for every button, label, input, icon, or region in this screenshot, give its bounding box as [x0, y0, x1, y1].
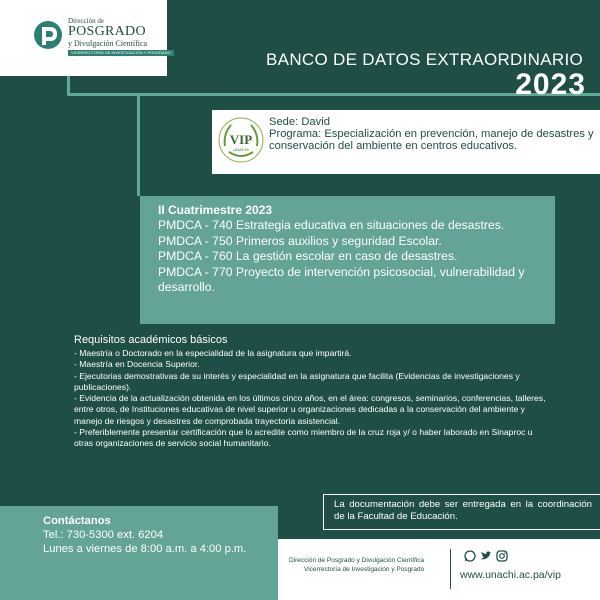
footer-divider — [450, 549, 451, 589]
course-item: PMDCA - 750 Primeros auxilios y seguridad Escolar. — [158, 233, 442, 248]
contact-phone: Tel.: 730-5300 ext. 6204 — [43, 529, 164, 541]
page-title: BANCO DE DATOS EXTRAORDINARIO — [266, 50, 583, 69]
sede-line: Sede: David — [269, 116, 330, 128]
frame-line-vertical-inner — [137, 96, 140, 196]
documentation-box — [323, 494, 600, 530]
contact-hours: Lunes a viernes de 8:00 a.m. a 4:00 p.m. — [43, 543, 247, 555]
requirement-item: - Preferiblemente presentar certificación que lo acredite como miembro de la cruz roja y/ o haber laborado en Sinaproc u otras organizaciones de servicio social humanitario. — [74, 427, 533, 449]
requirements-list — [74, 348, 554, 450]
course-item: PMDCA - 770 Proyecto de intervención psicosocial, vulnerabilidad y desarrollo. — [158, 264, 525, 294]
posgrado-logo — [0, 0, 171, 76]
course-item: PMDCA - 740 Estrategia educativa en situaciones de desastres. — [158, 218, 505, 232]
course-item: PMDCA - 760 La gestión escolar en caso de desastres. — [158, 249, 458, 263]
logo-line2: POSGRADO — [68, 24, 146, 39]
sede-box — [212, 110, 600, 174]
courses-box — [140, 196, 555, 324]
courses-title: II Cuatrimestre 2023 — [158, 203, 273, 217]
vip-logo-sub: UNACHI — [233, 147, 249, 152]
instagram-icon[interactable] — [496, 549, 508, 561]
logo-line1: Dirección de — [68, 17, 104, 25]
programa-line: Programa: Especialización en prevención, manejo de desastres y conservación del ambiente en centros educativos. — [269, 127, 594, 152]
requirement-item: - Maestría o Doctorado en la especialidad de la asignatura que impartirá. — [74, 348, 352, 358]
vip-logo-text: VIP — [229, 132, 253, 147]
requirement-item: - Evidencia de la actualización obtenida en los últimos cinco años, en el área: congresos, seminarios, conferencias, talleres, entre otros, de Instituciones educativas de nivel superior u organizaciones dedicadas a la conservación del ambiente y manejo de riesgos y desastres de comprobada trayectoria asistencial. — [74, 393, 546, 426]
logo-line3: y Divulgación Científica — [68, 39, 148, 48]
contact-title: Contáctanos — [43, 515, 111, 527]
logo-line4: VICERRECTORÍA DE INVESTIGACIÓN Y POSGRADO — [68, 50, 174, 56]
footer-url-link[interactable]: www.unachi.ac.pa/vip — [460, 569, 561, 581]
documentation-text: La documentación debe ser entregada en la coordinación de la Facultad de Educación. — [334, 499, 592, 522]
footer-line2: Vicerrectoría de Investigación y Posgrado — [304, 566, 425, 573]
requirement-item: - Maestría en Docencia Superior. — [74, 359, 200, 370]
requirements-title: Requisitos académicos básicos — [74, 334, 228, 346]
page-year: 2023 — [515, 68, 586, 101]
posgrado-logo-icon — [33, 20, 63, 50]
whatsapp-icon[interactable] — [464, 549, 476, 561]
twitter-icon[interactable] — [480, 549, 492, 561]
social-icons — [464, 549, 508, 561]
footer — [278, 539, 600, 600]
footer-line1: Dirección de Posgrado y Divulgación Científica — [289, 557, 425, 564]
requirement-item: - Ejecutorias demostrativas de su interés y especialidad en la asignatura que facilita (Evidencias de investigaciones y publicaciones). — [74, 370, 520, 392]
contact-box — [0, 506, 278, 600]
vip-logo-icon — [217, 116, 265, 164]
